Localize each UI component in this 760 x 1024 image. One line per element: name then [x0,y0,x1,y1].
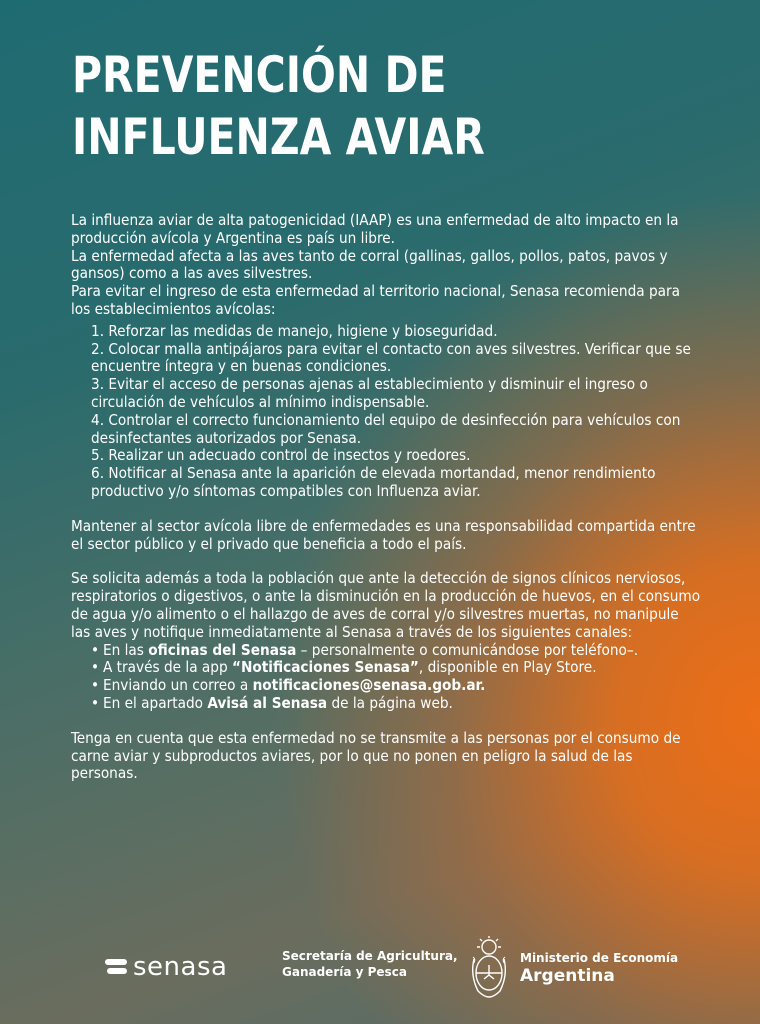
list-item: 4. Controlar el correcto funcionamiento del equipo de desinfección para vehículos con desinfectantes autorizados por Senasa. [91,410,681,447]
intro-paragraph-1: La influenza aviar de alta patogenicidad (IAAP) es una enfermedad de alto impacto en la producción avícola y Argentina es país un libre. [71,211,679,247]
channel-text: – personalmente o comunicándose por teléfono–. [296,640,639,659]
list-item: 2. Colocar malla antipájaros para evitar el contacto con aves silvestres. Verificar que se encuentre íntegra y en buenas condiciones. [91,339,691,376]
bullet: • [91,676,100,695]
channel-text: Enviando un correo a [103,676,253,695]
channel-text: de la página web. [327,693,453,712]
channel-app [91,659,701,677]
senasa-mark-icon [105,959,127,975]
senasa-logo [105,952,227,982]
channel-email [91,677,701,695]
list-item: 3. Evitar el acceso de personas ajenas al establecimiento y disminuir el ingreso o circulación de vehículos al mínimo indispensable. [91,375,648,411]
channel-offices [91,642,701,660]
list-item: 6. Notificar al Senasa ante la aparición de elevada mortandad, menor rendimiento productivo y/o síntomas compatibles con Influenza aviar. [91,464,656,500]
channel-offices-bold: oficinas del Senasa [148,640,297,659]
intro-paragraph-3: Para evitar el ingreso de esta enfermedad al territorio nacional, Senasa recomienda para los establecimientos avícolas: [71,282,681,318]
national-coat-of-arms-icon [468,935,510,1001]
ministerio-line-2: Argentina [520,966,615,986]
page-title [72,44,485,168]
secretaria-line-1: Secretaría de Agricultura, [282,949,458,963]
channel-text: En el apartado [103,693,208,712]
population-request-paragraph: Se solicita además a toda la población que ante la detección de signos clínicos nerviosos, respiratorios o digestivos, o ante la disminución en la producción de huevos, en el consumo de agua y/o alimento o el hallazgo de aves de corral y/o silvestres muertas, no manipule las aves y notifique inmediatamente al Senasa a través de los siguientes canales: [71,569,701,641]
bullet: • [91,658,100,677]
notification-channels-list [71,642,701,713]
ministerio-line-1: Ministerio de Economía [520,951,679,965]
channel-email-bold: notificaciones@senasa.gob.ar. [252,676,486,695]
secretaria-line-2: Ganadería y Pesca [282,965,407,979]
title-line-2: INFLUENZA AVIAR [72,108,485,166]
shared-responsibility-paragraph: Mantener al sector avícola libre de enfermedades es una responsabilidad compartida entre el sector público y el privado que beneficia a todo el país. [71,516,696,553]
bullet: • [91,640,100,659]
channel-text: A través de la app [103,658,232,677]
main-content [71,212,701,783]
bullet: • [91,693,100,712]
list-item: 1. Reforzar las medidas de manejo, higiene y bioseguridad. [91,321,498,340]
title-line-1: PREVENCIÓN DE [72,46,447,104]
channel-web [91,695,701,713]
channel-text: En las [103,640,149,659]
ministerio-logo [520,950,678,987]
list-item: 5. Realizar un adecuado control de insectos y roedores. [91,446,471,465]
channel-app-bold: “Notificaciones Senasa” [231,658,419,677]
footer-logos [0,930,760,1010]
channel-web-bold: Avisá al Senasa [207,693,328,712]
intro-paragraph-2: La enfermedad afecta a las aves tanto de corral (gallinas, gallos, pollos, patos, pavos y gansos) como a las aves silvestres. [71,246,668,283]
channel-text: , disponible en Play Store. [418,658,597,677]
closing-paragraph: Tenga en cuenta que esta enfermedad no se transmite a las personas por el consumo de carne aviar y subproductos aviares, por lo que no ponen en peligro la salud de las personas. [71,728,681,783]
senasa-wordmark: senasa [133,952,228,982]
recommendations-list [71,323,701,501]
secretaria-logo [282,948,458,980]
